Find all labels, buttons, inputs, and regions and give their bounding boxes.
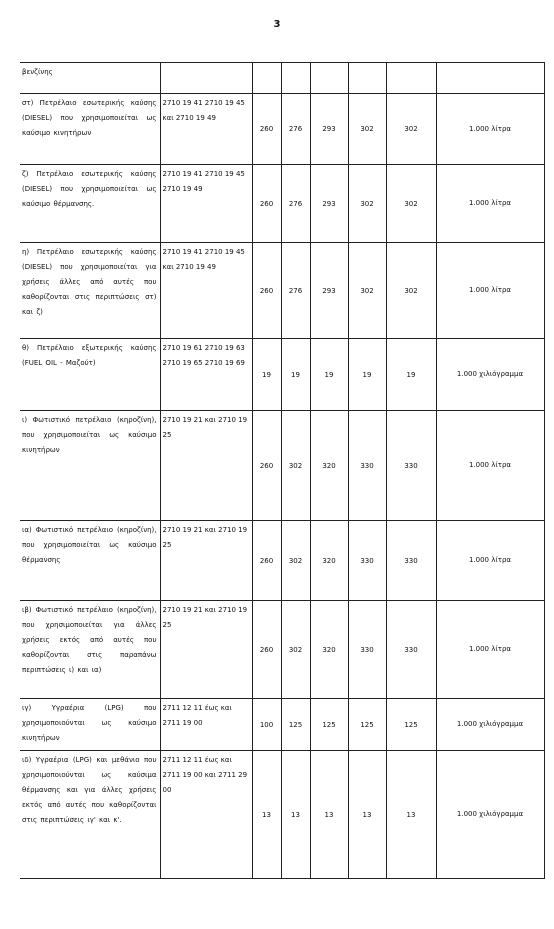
row-value-1: 13 — [252, 751, 281, 879]
row-value-2: 276 — [281, 165, 310, 243]
row-value-3: 293 — [310, 243, 348, 339]
row-value-1: 19 — [252, 339, 281, 411]
row-tariff-codes: 2710 19 41 2710 19 45 και 2710 19 49 — [160, 94, 252, 165]
row-value-1: 260 — [252, 411, 281, 521]
table-row — [20, 94, 544, 165]
row-description: στ) Πετρέλαιο εσωτερικής καύσης (DIESEL) που χρησιμοποιείται ως καύσιμο κινητήρων — [20, 94, 160, 165]
row-unit: 1.000 λίτρα — [436, 601, 544, 699]
row-value-2: 13 — [281, 751, 310, 879]
row-value-3: 320 — [310, 601, 348, 699]
row-value-1: 260 — [252, 94, 281, 165]
tax-rate-table-container — [20, 62, 544, 879]
header-cell-empty — [386, 63, 436, 94]
table-row — [20, 339, 544, 411]
row-tariff-codes: 2710 19 21 και 2710 19 25 — [160, 601, 252, 699]
table-row — [20, 165, 544, 243]
row-description: θ) Πετρέλαιο εξωτερικής καύσης (FUEL OIL - Μαζούτ) — [20, 339, 160, 411]
header-cell-empty — [252, 63, 281, 94]
header-cell-empty — [436, 63, 544, 94]
table-row-header — [20, 63, 544, 94]
tax-rate-table — [20, 62, 545, 879]
header-cell-empty — [310, 63, 348, 94]
row-value-3: 293 — [310, 165, 348, 243]
row-value-4: 302 — [348, 243, 386, 339]
row-unit: 1.000 λίτρα — [436, 411, 544, 521]
row-value-4: 125 — [348, 699, 386, 751]
row-value-1: 260 — [252, 165, 281, 243]
row-tariff-codes: 2711 12 11 έως και 2711 19 00 και 2711 29 00 — [160, 751, 252, 879]
row-value-5: 302 — [386, 94, 436, 165]
row-value-5: 19 — [386, 339, 436, 411]
header-cell-empty — [281, 63, 310, 94]
row-value-2: 276 — [281, 94, 310, 165]
row-value-2: 302 — [281, 521, 310, 601]
row-unit: 1.000 χιλιόγραμμα — [436, 339, 544, 411]
row-value-2: 276 — [281, 243, 310, 339]
row-value-5: 13 — [386, 751, 436, 879]
row-value-5: 330 — [386, 521, 436, 601]
row-description: ζ) Πετρέλαιο εσωτερικής καύσης (DIESEL) που χρησιμοποιείται ως καύσιμο θέρμανσης. — [20, 165, 160, 243]
row-value-1: 100 — [252, 699, 281, 751]
row-description: ιδ) Υγραέρια (LPG) και μεθάνιο που χρησιμοποιούνται ως καύσιμα θέρμανσης και για άλλες χρήσεις εκτός από αυτές που καθορίζονται στις περιπτώσεις ιγ' και κ'. — [20, 751, 160, 879]
row-unit: 1.000 χιλιόγραμμα — [436, 751, 544, 879]
page-number: 3 — [273, 19, 281, 30]
row-tariff-codes: 2710 19 21 και 2710 19 25 — [160, 411, 252, 521]
table-row — [20, 751, 544, 879]
header-cell-empty — [160, 63, 252, 94]
row-value-1: 260 — [252, 243, 281, 339]
row-value-4: 302 — [348, 94, 386, 165]
row-tariff-codes: 2711 12 11 έως και 2711 19 00 — [160, 699, 252, 751]
row-value-3: 19 — [310, 339, 348, 411]
row-value-3: 293 — [310, 94, 348, 165]
header-label: βενζίνης — [20, 63, 160, 94]
row-value-3: 125 — [310, 699, 348, 751]
row-tariff-codes: 2710 19 21 και 2710 19 25 — [160, 521, 252, 601]
table-row — [20, 243, 544, 339]
table-row — [20, 411, 544, 521]
row-description: ιβ) Φωτιστικό πετρέλαιο (κηροζίνη), που χρησιμοποιείται για άλλες χρήσεις εκτός από αυτές που καθορίζονται στις παραπάνω περιπτώσεις ι) και ια) — [20, 601, 160, 699]
table-row — [20, 601, 544, 699]
row-tariff-codes: 2710 19 41 2710 19 45 και 2710 19 49 — [160, 243, 252, 339]
row-tariff-codes: 2710 19 41 2710 19 45 2710 19 49 — [160, 165, 252, 243]
header-cell-empty — [348, 63, 386, 94]
table-row — [20, 699, 544, 751]
row-value-4: 330 — [348, 411, 386, 521]
row-unit: 1.000 λίτρα — [436, 165, 544, 243]
row-unit: 1.000 λίτρα — [436, 243, 544, 339]
row-tariff-codes: 2710 19 61 2710 19 63 2710 19 65 2710 19 69 — [160, 339, 252, 411]
row-value-4: 330 — [348, 521, 386, 601]
row-value-1: 260 — [252, 601, 281, 699]
row-value-5: 330 — [386, 601, 436, 699]
row-value-2: 302 — [281, 601, 310, 699]
row-value-3: 320 — [310, 411, 348, 521]
row-value-5: 125 — [386, 699, 436, 751]
row-unit: 1.000 λίτρα — [436, 521, 544, 601]
row-description: η) Πετρέλαιο εσωτερικής καύσης (DIESEL) που χρησιμοποιείται για χρήσεις άλλες από αυτές που καθορίζονται στις περιπτώσεις στ) και ζ) — [20, 243, 160, 339]
row-description: ιγ) Υγραέρια (LPG) που χρησιμοποιούνται ως καύσιμο κινητήρων — [20, 699, 160, 751]
row-value-5: 302 — [386, 243, 436, 339]
row-value-2: 19 — [281, 339, 310, 411]
row-value-5: 302 — [386, 165, 436, 243]
row-value-3: 13 — [310, 751, 348, 879]
row-description: ια) Φωτιστικό πετρέλαιο (κηροζίνη), που χρησιμοποιείται ως καύσιμο θέρμανσης — [20, 521, 160, 601]
row-value-5: 330 — [386, 411, 436, 521]
row-unit: 1.000 λίτρα — [436, 94, 544, 165]
row-value-2: 302 — [281, 411, 310, 521]
row-value-4: 13 — [348, 751, 386, 879]
row-value-2: 125 — [281, 699, 310, 751]
row-value-4: 19 — [348, 339, 386, 411]
row-value-4: 330 — [348, 601, 386, 699]
row-unit: 1.000 χιλιόγραμμα — [436, 699, 544, 751]
row-value-1: 260 — [252, 521, 281, 601]
row-value-4: 302 — [348, 165, 386, 243]
row-description: ι) Φωτιστικό πετρέλαιο (κηροζίνη), που χρησιμοποιείται ως καύσιμο κινητήρων — [20, 411, 160, 521]
row-value-3: 320 — [310, 521, 348, 601]
table-row — [20, 521, 544, 601]
